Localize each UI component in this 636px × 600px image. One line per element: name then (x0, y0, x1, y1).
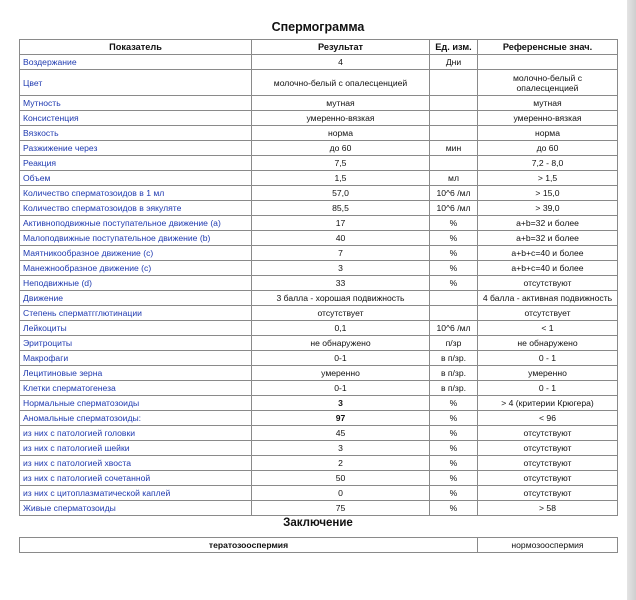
row-name: Вязкость (20, 126, 252, 141)
row-unit: % (430, 501, 478, 516)
table-row (20, 291, 618, 306)
row-unit: % (430, 216, 478, 231)
table-row (20, 456, 618, 471)
row-reference: > 58 (478, 501, 618, 516)
row-unit: % (430, 426, 478, 441)
row-name: Неподвижные (d) (20, 276, 252, 291)
row-reference: < 1 (478, 321, 618, 336)
table-row (20, 55, 618, 70)
table-row (20, 171, 618, 186)
row-reference: 7,2 - 8,0 (478, 156, 618, 171)
row-result: норма (252, 126, 430, 141)
row-unit: мин (430, 141, 478, 156)
table-row (20, 381, 618, 396)
row-name: из них с патологией хвоста (20, 456, 252, 471)
row-result: 50 (252, 471, 430, 486)
row-reference: 4 балла - активная подвижность (478, 291, 618, 306)
table-row (20, 276, 618, 291)
row-name: Движение (20, 291, 252, 306)
row-unit: в п/зр. (430, 366, 478, 381)
table-row (20, 70, 618, 96)
row-name: из них с патологией шейки (20, 441, 252, 456)
row-name: Мутность (20, 96, 252, 111)
row-reference: > 39,0 (478, 201, 618, 216)
row-unit: % (430, 246, 478, 261)
row-name: Разжижение через (20, 141, 252, 156)
row-unit: % (430, 486, 478, 501)
row-name: Воздержание (20, 55, 252, 70)
row-result: 0-1 (252, 381, 430, 396)
row-name: Аномальные сперматозоиды: (20, 411, 252, 426)
table-row (20, 366, 618, 381)
table-row (20, 336, 618, 351)
conclusion-result: тератозооспермия (20, 538, 478, 553)
table-row (20, 306, 618, 321)
row-name: Нормальные сперматозоиды (20, 396, 252, 411)
row-name: Количество сперматозоидов в 1 мл (20, 186, 252, 201)
row-name: Активноподвижные поступательное движение (a) (20, 216, 252, 231)
row-reference: до 60 (478, 141, 618, 156)
row-reference: > 4 (критерии Крюгера) (478, 396, 618, 411)
row-result: 57,0 (252, 186, 430, 201)
row-reference: < 96 (478, 411, 618, 426)
row-result: 97 (252, 411, 430, 426)
table-row (20, 111, 618, 126)
row-unit: в п/зр. (430, 351, 478, 366)
table-row (20, 126, 618, 141)
row-result: 3 (252, 396, 430, 411)
row-reference: отсутствуют (478, 441, 618, 456)
row-name: Степень сперматгглютинации (20, 306, 252, 321)
row-name: из них с патологией головки (20, 426, 252, 441)
row-result: 33 (252, 276, 430, 291)
row-result: 3 (252, 261, 430, 276)
table-row (20, 426, 618, 441)
row-result: 3 балла - хорошая подвижность (252, 291, 430, 306)
row-unit: 10^6 /мл (430, 321, 478, 336)
table-row (20, 96, 618, 111)
row-unit: % (430, 276, 478, 291)
row-name: Макрофаги (20, 351, 252, 366)
row-reference: мутная (478, 96, 618, 111)
table-row (20, 201, 618, 216)
row-name: Цвет (20, 70, 252, 96)
row-result: умеренно (252, 366, 430, 381)
row-result: 2 (252, 456, 430, 471)
report-title: Спермограмма (271, 20, 365, 34)
row-reference: отсутствуют (478, 456, 618, 471)
header-reference: Референсные знач. (478, 40, 618, 55)
row-result: 40 (252, 231, 430, 246)
row-result: 85,5 (252, 201, 430, 216)
row-name: Маятникообразное движение (c) (20, 246, 252, 261)
row-unit: % (430, 411, 478, 426)
header-unit: Ед. изм. (430, 40, 478, 55)
row-unit: в п/зр. (430, 381, 478, 396)
row-result: не обнаружено (252, 336, 430, 351)
row-result: 0 (252, 486, 430, 501)
row-unit: мл (430, 171, 478, 186)
row-name: из них с патологией сочетанной (20, 471, 252, 486)
table-row (20, 411, 618, 426)
row-unit (430, 96, 478, 111)
table-row (20, 216, 618, 231)
row-unit: % (430, 231, 478, 246)
row-reference: 0 - 1 (478, 381, 618, 396)
row-result: 45 (252, 426, 430, 441)
row-reference: не обнаружено (478, 336, 618, 351)
row-result: 17 (252, 216, 430, 231)
row-name: Эритроциты (20, 336, 252, 351)
row-unit (430, 126, 478, 141)
table-row (20, 501, 618, 516)
row-reference: > 15,0 (478, 186, 618, 201)
row-unit (430, 291, 478, 306)
row-reference: отсутствуют (478, 426, 618, 441)
row-unit: 10^6 /мл (430, 201, 478, 216)
row-unit: % (430, 441, 478, 456)
row-reference: молочно-белый с опалесценцией (478, 70, 618, 96)
row-unit (430, 70, 478, 96)
row-unit: Дни (430, 55, 478, 70)
row-unit: 10^6 /мл (430, 186, 478, 201)
conclusion-title: Заключение (283, 517, 353, 529)
row-name: Лейкоциты (20, 321, 252, 336)
row-reference: отсутствует (478, 306, 618, 321)
row-result: 75 (252, 501, 430, 516)
row-reference: > 1,5 (478, 171, 618, 186)
row-name: Количество сперматозоидов в эякуляте (20, 201, 252, 216)
row-name: Лецитиновые зерна (20, 366, 252, 381)
table-row (20, 321, 618, 336)
table-row (20, 246, 618, 261)
table-row (20, 156, 618, 171)
conclusion-table (19, 537, 618, 553)
results-table (19, 39, 618, 516)
conclusion-row (20, 538, 618, 553)
table-row (20, 351, 618, 366)
row-name: Манежнообразное движение (c) (20, 261, 252, 276)
row-unit (430, 306, 478, 321)
row-result: до 60 (252, 141, 430, 156)
row-reference: a+b=32 и более (478, 231, 618, 246)
row-result: отсутствует (252, 306, 430, 321)
row-unit: % (430, 456, 478, 471)
row-unit: п/зр (430, 336, 478, 351)
row-name: из них с цитоплазматической каплей (20, 486, 252, 501)
row-reference (478, 55, 618, 70)
row-result: 3 (252, 441, 430, 456)
table-row (20, 261, 618, 276)
row-unit: % (430, 396, 478, 411)
row-name: Живые сперматозоиды (20, 501, 252, 516)
row-result: 7 (252, 246, 430, 261)
row-unit: % (430, 261, 478, 276)
table-row (20, 141, 618, 156)
table-row (20, 231, 618, 246)
row-unit: % (430, 471, 478, 486)
row-reference: норма (478, 126, 618, 141)
row-result: 7,5 (252, 156, 430, 171)
table-body (20, 55, 618, 516)
row-result: умеренно-вязкая (252, 111, 430, 126)
row-result: молочно-белый с опалесценцией (252, 70, 430, 96)
table-row (20, 441, 618, 456)
row-reference: отсутствуют (478, 486, 618, 501)
row-unit (430, 111, 478, 126)
header-parameter: Показатель (20, 40, 252, 55)
row-name: Малоподвижные поступательное движение (b) (20, 231, 252, 246)
row-result: 0-1 (252, 351, 430, 366)
row-reference: a+b=32 и более (478, 216, 618, 231)
row-name: Консистенция (20, 111, 252, 126)
row-reference: умеренно-вязкая (478, 111, 618, 126)
table-row (20, 396, 618, 411)
row-reference: отсутствуют (478, 471, 618, 486)
row-result: 1,5 (252, 171, 430, 186)
row-reference: 0 - 1 (478, 351, 618, 366)
row-reference: умеренно (478, 366, 618, 381)
page-edge-shadow (627, 0, 636, 600)
row-name: Объем (20, 171, 252, 186)
table-row (20, 186, 618, 201)
table-header-row (20, 40, 618, 55)
row-reference: a+b+c=40 и более (478, 261, 618, 276)
header-result: Результат (252, 40, 430, 55)
row-result: 0,1 (252, 321, 430, 336)
row-unit (430, 156, 478, 171)
row-result: мутная (252, 96, 430, 111)
conclusion-reference: нормозооспермия (478, 538, 618, 553)
table-row (20, 471, 618, 486)
row-name: Клетки сперматогенеза (20, 381, 252, 396)
row-result: 4 (252, 55, 430, 70)
row-reference: отсутствуют (478, 276, 618, 291)
row-name: Реакция (20, 156, 252, 171)
row-reference: a+b+c=40 и более (478, 246, 618, 261)
table-row (20, 486, 618, 501)
